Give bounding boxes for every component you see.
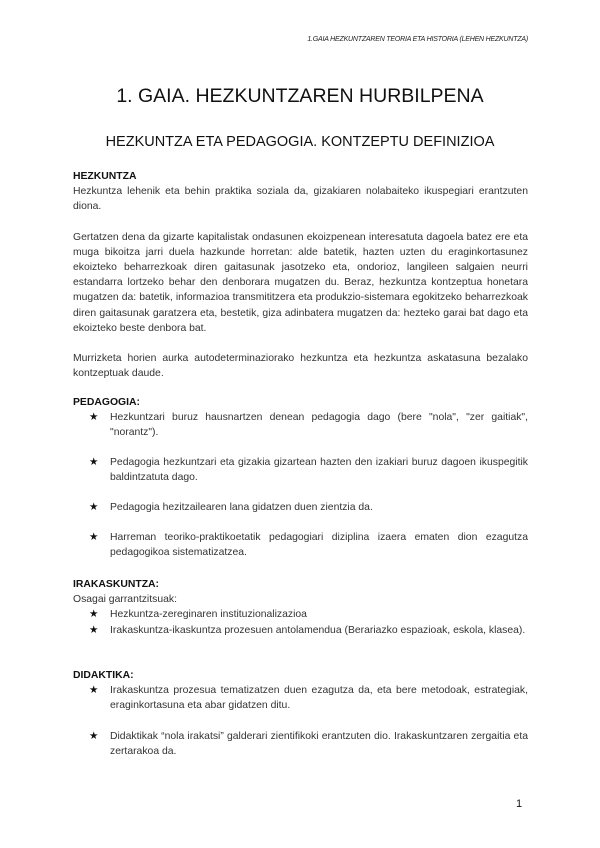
paragraph: Osagai garrantzitsuak: xyxy=(73,594,177,606)
list-item: ★ Hezkuntzari buruz hausnartzen denean pedagogia dago (bere "nola", "zer gaitiak", "norantz"). xyxy=(89,412,528,439)
pedagogia-list xyxy=(73,410,528,560)
section-pedagogia xyxy=(73,395,528,561)
star-bullet-icon: ★ xyxy=(89,532,99,544)
star-bullet-icon: ★ xyxy=(89,730,99,742)
list-item: ★ Pedagogia hezitzailearen lana gidatzen duen zientzia da. xyxy=(73,500,528,515)
list-item: ★ Irakaskuntza-ikaskuntza prozesuen antolamendua (Berariazko espazioak, eskola, klasea). xyxy=(73,623,528,638)
page-title: 1. GAIA. HEZKUNTZAREN HURBILPENA xyxy=(116,85,484,107)
star-bullet-icon: ★ xyxy=(89,456,99,468)
star-bullet-icon: ★ xyxy=(89,502,99,514)
heading-irakaskuntza: IRAKASKUNTZA: xyxy=(73,579,160,590)
section-subtitle: HEZKUNTZA ETA PEDAGOGIA. KONTZEPTU DEFINIZIOA xyxy=(105,134,495,150)
list-item: ★ Harreman teoriko-praktikoetatik pedagogiari diziplina izaera ematen dion ezagutza pedagogikoa sistematizatzea. xyxy=(89,532,528,559)
paragraph: Murrizketa horien aurka autodeterminaziorako hezkuntza eta hezkuntza askatasuna bezalako kontzeptuak daude. xyxy=(73,353,528,380)
heading-hezkuntza: HEZKUNTZA xyxy=(73,171,137,182)
list-item: ★ Pedagogia hezkuntzari eta gizakia gizartean hazten den izakiari buruz dagoen ikuspegitik baldintzatuta dago. xyxy=(89,456,528,483)
heading-didaktika: DIDAKTIKA: xyxy=(73,670,134,681)
list-item: ★ Hezkuntza-zereginaren instituzionalizazioa xyxy=(73,607,528,622)
star-bullet-icon: ★ xyxy=(89,685,99,697)
star-bullet-icon: ★ xyxy=(89,412,99,424)
running-header: 1.GAIA HEZKUNTZAREN TEORIA ETA HISTORIA (LEHEN HEZKUNTZA) xyxy=(307,36,528,43)
section-didaktika xyxy=(73,668,528,759)
section-hezkuntza xyxy=(73,169,528,381)
paragraph: Gertatzen dena da gizarte kapitalistak ondasunen ekoizpenean interesatuta dagoela batez ere eta muga bikoitza jarri duela hazkunde horretan: alde batetik, hazten uzten du eraginkortasunez ekoizteko beharrezkoak diren gaitasunak jasotzeko eta, ondorioz, langileen salgaien neurri estandarra lortzeko behar den denborara mugatzen du. Beraz, hezkuntza kontzeptua honetara mugatzen da: batetik, informazioa transmititzera eta produkzio-sistemara egokitzeko beharrezkoak diren gaitasunak garatzera eta, bestetik, giza adinbatera mugatzen da: hezteko garai bat dago eta ekoizteko beste denbora bat. xyxy=(73,231,528,334)
heading-pedagogia: PEDAGOGIA: xyxy=(73,397,140,408)
didaktika-list xyxy=(73,683,528,759)
page-number: 1 xyxy=(516,798,523,810)
list-item: ★ Irakaskuntza prozesua tematizatzen duen ezagutza da, eta bere metodoak, estrategiak, eraginkortasuna eta abar gidatzen ditu. xyxy=(89,685,528,712)
section-irakaskuntza xyxy=(73,577,528,638)
star-bullet-icon: ★ xyxy=(89,624,99,636)
list-item: ★ Didaktikak “nola irakatsi” galderari zientifikoki erantzuten dio. Irakaskuntzaren zergaitia eta zertarakoa da. xyxy=(89,730,528,757)
star-bullet-icon: ★ xyxy=(89,609,99,621)
irakaskuntza-list xyxy=(73,607,528,637)
paragraph: Hezkuntza lehenik eta behin praktika soziala da, gizakiaren nolabaiteko ikuspegiari erantzuten diona. xyxy=(73,186,528,213)
